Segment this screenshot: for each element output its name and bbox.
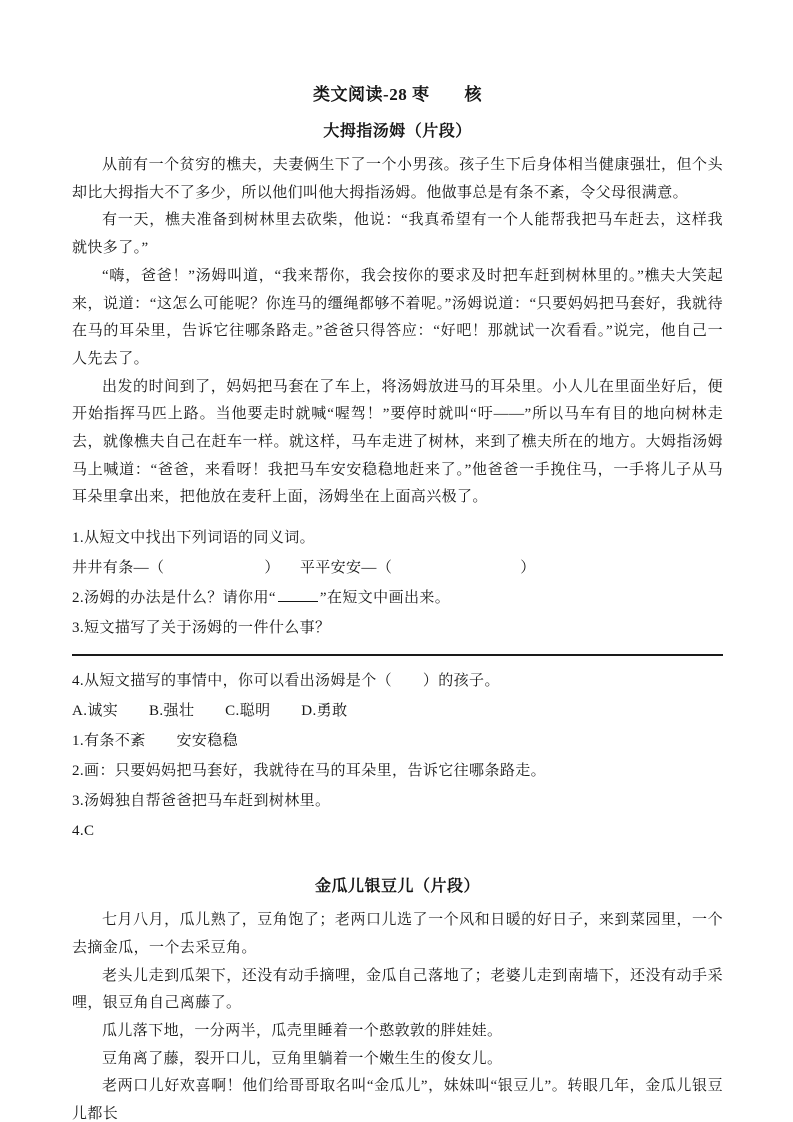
question-4-options: A.诚实 B.强壮 C.聪明 D.勇敢 [72, 703, 348, 720]
underline-blank [278, 588, 318, 602]
answers-block [72, 666, 723, 846]
answer-blank-1 [164, 571, 264, 572]
passage2-paragraph-2: 老头儿走到瓜架下，还没有动手摘哩，金瓜自己落地了；老婆儿走到南墙下，还没有动手采哩，银豆角自己离藤了。 [72, 967, 723, 1012]
passage1-paragraph-2: 有一天，樵夫准备到树林里去砍柴，他说：“我真希望有一个人能帮我把马车赶去，这样我就快多了。” [72, 212, 723, 257]
answer-3: 3.汤姆独自帮爸爸把马车赶到树林里。 [72, 793, 331, 810]
passage1-paragraph-3: “嗨，爸爸！”汤姆叫道，“我来帮你，我会按你的要求及时把车赶到树林里的。”樵夫大笑起来，说道：“这怎么可能呢？你连马的缰绳都够不着呢。”汤姆说道：“只要妈妈把马套好，我就待在马的耳朵里，告诉它往哪条路走。”爸爸只得答应：“好吧！那就试一次看看。”说完，他自己一人先去了。 [72, 267, 723, 367]
answer-blank-2 [392, 571, 520, 572]
answer-1: 1.有条不紊 安安稳稳 [72, 733, 239, 750]
synonym-pair-2-label: 平平安安—（ [299, 560, 393, 577]
section-divider [72, 654, 723, 656]
answer-2: 2.画：只要妈妈把马套好，我就待在马的耳朵里，告诉它往哪条路走。 [72, 763, 547, 780]
page-title: 类文阅读-28 枣 核 [313, 85, 482, 104]
synonym-pair-2-close: ） [520, 560, 536, 577]
answer-4: 4.C [72, 823, 95, 840]
passage2-paragraph-4: 豆角离了藤，裂开口儿，豆角里躺着一个嫩生生的俊女儿。 [102, 1050, 503, 1067]
passage1-paragraph-4: 出发的时间到了，妈妈把马套在了车上，将汤姆放进马的耳朵里。小人儿在里面坐好后，便开始指挥马匹上路。当他要走时就喊“喔驾！”要停时就叫“吁——”所以马车有目的地向树林走去，就像樵夫自己在赶车一样。就这样，马车走进了树林，来到了樵夫所在的地方。大姆指汤姆马上喊道：“爸爸，来看呀！我把马车安安稳稳地赶来了。”他爸爸一手挽住马，一手将儿子从马耳朵里拿出来，把他放在麦秆上面，汤姆坐在上面高兴极了。 [72, 378, 723, 506]
passage1-title: 大拇指汤姆（片段） [323, 123, 472, 140]
question-2-text-before: 2.汤姆的办法是什么？请你用“ [72, 590, 276, 607]
question-3: 3.短文描写了关于汤姆的一件什么事？ [72, 620, 331, 637]
question-2-text-after: ”在短文中画出来。 [319, 590, 451, 607]
question-1-blanks [72, 553, 723, 583]
question-1: 1.从短文中找出下列词语的同义词。 [72, 530, 316, 547]
passage2-paragraph-1: 七月八月，瓜儿熟了，豆角饱了；老两口儿选了一个风和日暖的好日子，来到菜园里，一个去摘金瓜，一个去采豆角。 [72, 912, 723, 956]
synonym-pair-1-label: 井井有条—（ [72, 560, 165, 577]
questions-block [72, 523, 723, 643]
passage2-paragraph-5: 老两口儿好欢喜啊！他们给哥哥取名叫“金瓜儿”，妹妹叫“银豆儿”。转眼几年，金瓜儿银豆儿都长 [72, 1078, 723, 1122]
passage2-paragraph-3: 瓜儿落下地，一分两半，瓜壳里睡着一个憨敦敦的胖娃娃。 [102, 1022, 503, 1039]
synonym-pair-1-close: ） [264, 560, 280, 577]
passage2-title: 金瓜儿银豆儿（片段） [314, 878, 480, 896]
passage1-paragraph-1: 从前有一个贫穷的樵夫，夫妻俩生下了一个小男孩。孩子生下后身体相当健康强壮，但个头却比大拇指大不了多少，所以他们叫他大拇指汤姆。他做事总是有条不紊，令父母很满意。 [72, 157, 723, 201]
question-2 [72, 583, 723, 613]
question-4: 4.从短文描写的事情中，你可以看出汤姆是个（ ）的孩子。 [72, 673, 500, 690]
